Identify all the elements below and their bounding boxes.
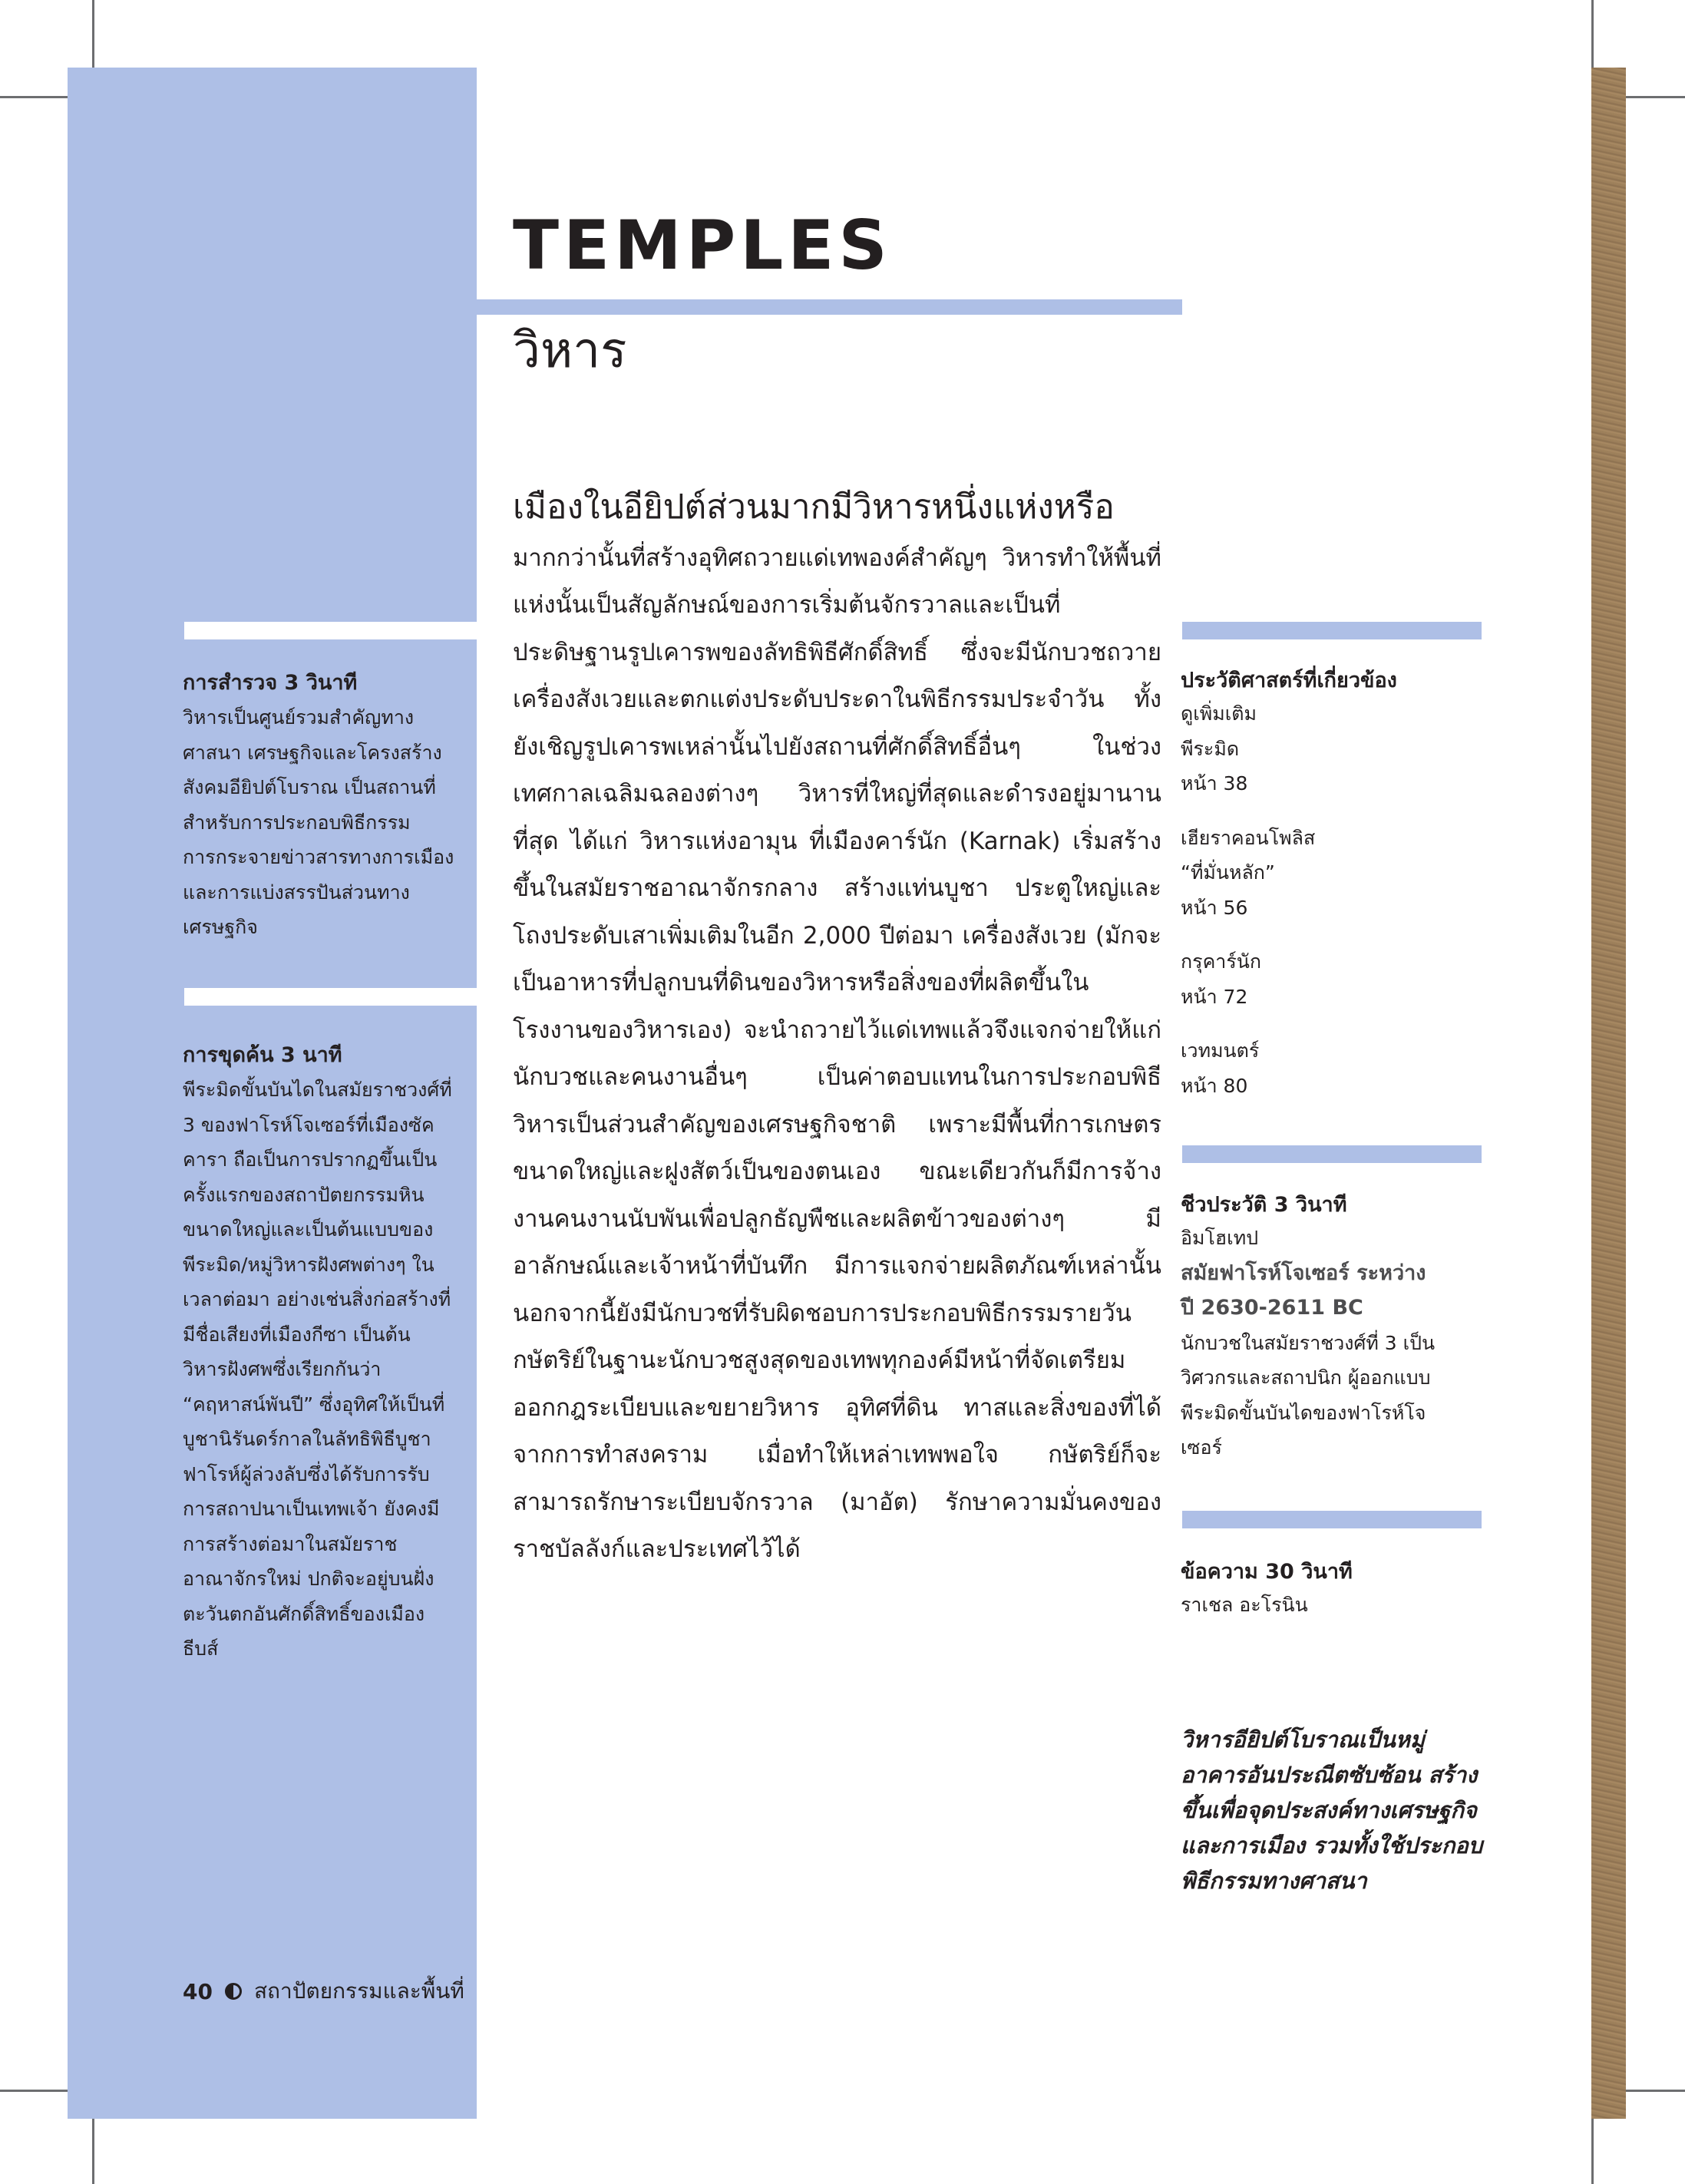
related-item-page: หน้า 38 xyxy=(1181,772,1248,795)
related-heading: ประวัติศาสตร์ที่เกี่ยวข้อง xyxy=(1181,669,1397,692)
related-item-page: หน้า 80 xyxy=(1181,1074,1248,1097)
related-item-page: หน้า 72 xyxy=(1181,985,1248,1008)
related-item-name: พีระมิด xyxy=(1181,737,1240,760)
text30-divider xyxy=(1182,1511,1482,1528)
lead-first-line: เมืองในอียิปต์ส่วนมากมีวิหารหนึ่งแห่งหรือ xyxy=(513,487,1115,527)
related-section xyxy=(1181,666,1488,1103)
survey-heading: การสำรวจ 3 วินาที xyxy=(183,671,358,695)
bio-description: นักบวชในสมัยราชวงศ์ที่ 3 เป็นวิศวกรและสถาปนิก ผู้ออกแบบพีระมิดขั้นบันไดของฟาโรห์โจเซอร์ xyxy=(1181,1331,1436,1459)
page-footer xyxy=(183,1974,464,2008)
page-title-english: TEMPLES xyxy=(513,206,892,285)
lead-article xyxy=(513,484,1161,1574)
see-also-label: ดูเพิ่มเติม xyxy=(1181,702,1257,725)
related-item-name: เวทมนตร์ xyxy=(1181,1039,1260,1062)
half-circle-icon xyxy=(225,1983,242,2000)
dig-text: พีระมิดขั้นบันไดในสมัยราชวงศ์ที่ 3 ของฟาโรห์โจเซอร์ที่เมืองซัคคารา ถือเป็นการปรากฏขึ้นเป็นครั้งแรกของสถาปัตยกรรมหินขนาดใหญ่และเป็นต้นแบบของพีระมิด/หมู่วิหารฝังศพต่างๆ ในเวลาต่อมา อย่างเช่นสิ่งก่อสร้างที่มีชื่อเสียงที่เมืองกีซา เป็นต้น วิหารฝังศพซึ่งเรียกกันว่า “คฤหาสน์พันปี” ซึ่งอุทิศให้เป็นที่บูชานิรันดร์กาลในลัทธิพิธีบูชาฟาโรห์ผู้ล่วงลับซึ่งได้รับการรับการสถาปนาเป็นเทพเจ้า ยังคงมีการสร้างต่อมาในสมัยราชอาณาจักรใหม่ ปกติจะอยู่บนฝั่งตะวันตกอันศักดิ์สิทธิ์ของเมืองธีบส์ xyxy=(183,1079,452,1660)
related-item-name: เฮียราคอนโพลิส xyxy=(1181,826,1316,849)
related-item-page: หน้า 56 xyxy=(1181,896,1248,919)
image-caption: วิหารอียิปต์โบราณเป็นหมู่อาคารอันประณีตซับซ้อน สร้างขึ้นเพื่อจุดประสงค์ทางเศรษฐกิจและการเมือง รวมทั้งใช้ประกอบพิธีกรรมทางศาสนา xyxy=(1181,1726,1483,1894)
section-name: สถาปัตยกรรมและพื้นที่ xyxy=(253,1978,464,2004)
crop-mark xyxy=(1591,2119,1594,2184)
page-title-thai: วิหาร xyxy=(513,322,627,379)
bio-heading: ชีวประวัติ 3 วินาที xyxy=(1181,1193,1347,1217)
related-item-name: กรุคาร์นัก xyxy=(1181,950,1261,973)
bio-divider xyxy=(1182,1145,1482,1163)
text30-section xyxy=(1181,1557,1488,1623)
bio-years: ปี 2630-2611 BC xyxy=(1181,1296,1363,1320)
dig-heading: การขุดค้น 3 นาที xyxy=(183,1043,342,1067)
crop-mark xyxy=(0,2090,68,2092)
header-rule xyxy=(476,299,1182,315)
crop-mark xyxy=(92,0,94,68)
lead-body: มากกว่านั้นที่สร้างอุทิศถวายแด่เทพองค์สำคัญๆ วิหารทำให้พื้นที่แห่งนั้นเป็นสัญลักษณ์ของการเริ่มต้นจักรวาลและเป็นที่ประดิษฐานรูปเคารพของลัทธิพิธีศักดิ์สิทธิ์ ซึ่งจะมีนักบวชถวายเครื่องสังเวยและตกแต่งประดับประดาในพิธีกรรมประจำวัน ทั้งยังเชิญรูปเคารพเหล่านั้นไปยังสถานที่ศักดิ์สิทธิ์อื่นๆ ในช่วงเทศกาลเฉลิมฉลองต่างๆ วิหารที่ใหญ่ที่สุดและดำรงอยู่มานานที่สุด ได้แก่ วิหารแห่งอามุน ที่เมืองคาร์นัก (Karnak) เริ่มสร้างขึ้นในสมัยราชอาณาจักรกลาง สร้างแท่นบูชา ประตูใหญ่และโถงประดับเสาเพิ่มเติมในอีก 2,000 ปีต่อมา เครื่องสังเวย (มักจะเป็นอาหารที่ปลูกบนที่ดินของวิหารหรือสิ่งของที่ผลิตขึ้นในโรงงานของวิหารเอง) จะนำถวายไว้แด่เทพแล้วจึงแจกจ่ายให้แก่นักบวชและคนงานอื่นๆ เป็นค่าตอบแทนในการประกอบพิธี วิหารเป็นส่วนสำคัญของเศรษฐกิจชาติ เพราะมีพื้นที่การเกษตรขนาดใหญ่และฝูงสัตว์เป็นของตนเอง ขณะเดียวกันก็มีการจ้างงานคนงานนับพันเพื่อปลูกธัญพืชและผลิตข้าวของต่างๆ มีอาลักษณ์และเจ้าหน้าที่บันทึก มีการแจกจ่ายผลิตภัณฑ์เหล่านั้นนอกจากนี้ยังมีนักบวชที่รับผิดชอบการประกอบพิธีกรรมรายวัน กษัตริย์ในฐานะนักบวชสูงสุดของเทพทุกองค์มีหน้าที่จัดเตรียมออกกฎระเบียบและขยายวิหาร อุทิศที่ดิน ทาสและสิ่งของที่ได้จากการทำสงคราม เมื่อทำให้เหล่าเทพพอใจ กษัตริย์ก็จะสามารถรักษาระเบียบจักรวาล (มาอัต) รักษาความมั่นคงของราชบัลลังก์และประเทศไว้ได้ xyxy=(513,544,1161,1563)
crop-mark xyxy=(92,2119,94,2184)
dig-divider xyxy=(184,988,477,1006)
survey-divider xyxy=(184,622,477,639)
text30-heading: ข้อความ 30 วินาที xyxy=(1181,1560,1353,1584)
page-number: 40 xyxy=(183,1978,213,2004)
crop-mark xyxy=(1626,2090,1685,2092)
kraft-paper-edge xyxy=(1591,68,1626,2119)
bio-section xyxy=(1181,1190,1488,1465)
related-divider xyxy=(1182,622,1482,639)
crop-mark xyxy=(1591,0,1594,68)
bio-era: สมัยฟาโรห์โจเซอร์ ระหว่าง xyxy=(1181,1261,1426,1285)
bio-name: อิมโฮเทป xyxy=(1181,1227,1259,1249)
crop-mark xyxy=(0,96,68,98)
survey-text: วิหารเป็นศูนย์รวมสำคัญทางศาสนา เศรษฐกิจและโครงสร้างสังคมอียิปต์โบราณ เป็นสถานที่สำหรับการประกอบพิธีกรรม การกระจายข่าวสารทางการเมืองและการแบ่งสรรปันส่วนทางเศรษฐกิจ xyxy=(183,706,454,938)
crop-mark xyxy=(1626,96,1685,98)
related-item-name-quote: “ที่มั่นหลัก” xyxy=(1181,861,1275,884)
text30-author: ราเชล อะโรนิน xyxy=(1181,1594,1308,1616)
